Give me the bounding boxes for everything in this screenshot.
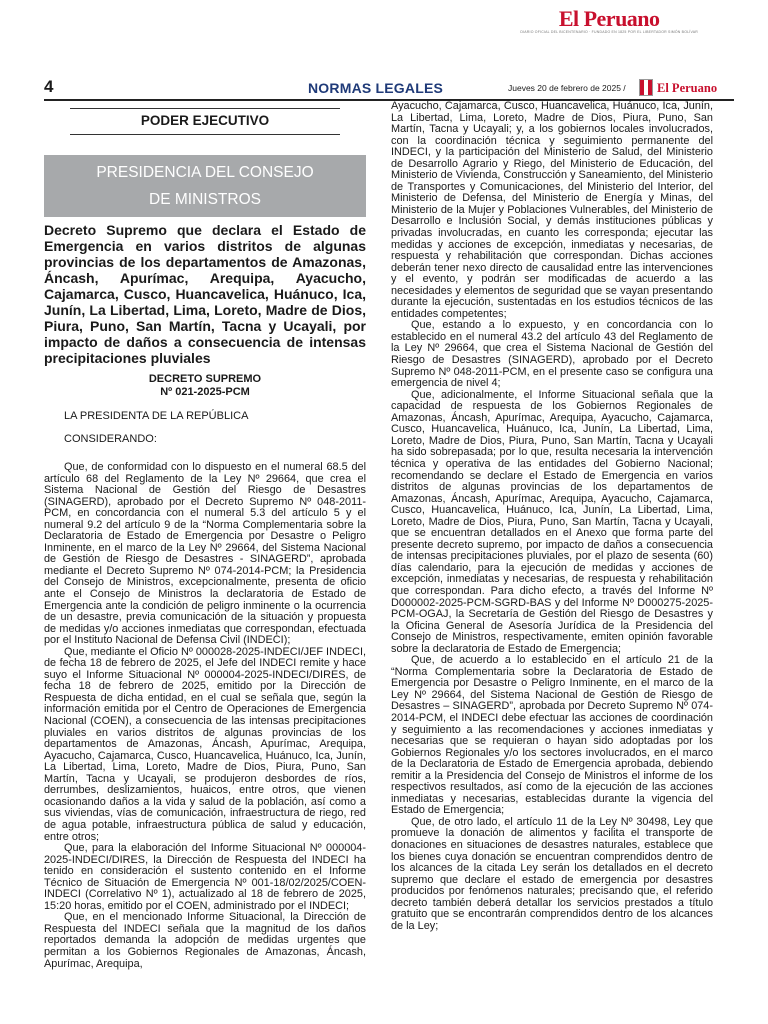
branch-heading: PODER EJECUTIVO	[70, 108, 340, 135]
header-brand: El Peruano	[657, 81, 718, 95]
decree-number: Nº 021-2025-PCM	[160, 386, 250, 398]
paragraph: Que, de conformidad con lo dispuesto en el numeral 68.5 del artículo 68 del Reglamento de la Ley Nº 29664, que crea el Sistema Nacional de Gestión del Riesgo de Desastres (SINAGERD), aprobado por el Decreto Supremo Nº 048-2011-PCM, en concordancia con el numeral 5.3 del artículo 5 y el numeral 9.2 del artículo 9 de la “Norma Complementaria sobre la Declaratoria de Estado de Emergencia por Desastre o Peligro Inminente, en el marco de la Ley Nº 29664, del Sistema Nacional de Gestión de Riesgo de Desastres - SINAGERD”, aprobada mediante el Decreto Supremo Nº 074-2014-PCM; la Presidencia del Consejo de Ministros, excepcionalmente, presenta de oficio ante el Consejo de Ministros la declaratoria de Estado de Emergencia ante la condición de peligro inminente o la ocurrencia de un desastre, previa comunicación de la situación y propuesta de medidas y/o acciones inmediatas que correspondan, efectuada por el Instituto Nacional de Defensa Civil (INDECI);	[44, 461, 366, 647]
logo-subtitle: DIARIO OFICIAL DEL BICENTENARIO · FUNDADO EN 1825 POR EL LIBERTADOR SIMÓN BOLÍVAR	[520, 30, 698, 34]
paragraph: Que, adicionalmente, el Informe Situacional señala que la capacidad de respuesta de los Gobiernos Regionales de Amazonas, Áncash, Apurímac, Arequipa, Ayacucho, Cajamarca, Cusco, Huancavelica, Huánuco, Ica, Junín, La Libertad, Lima, Loreto, Madre de Dios, Piura, Puno, San Martín, Tacna y Ucayali ha sido sobrepasada; por lo que, resulta necesaria la intervención técnica y operativa de las entidades del Gobierno Nacional; recomendando se declare el Estado de Emergencia en varios distritos de algunas provincias de los departamentos de Amazonas, Áncash, Apurímac, Arequipa, Ayacucho, Cajamarca, Cusco, Huancavelica, Huánuco, Ica, Junín, La Libertad, Lima, Loreto, Madre de Dios, Piura, Puno, San Martín, Tacna y Ucayali, que se encuentran detallados en el Anexo que forma parte del presente decreto supremo, por impacto de daños a consecuencia de intensas precipitaciones pluviales, por el plazo de sesenta (60) días calendario, para la ejecución de medidas y acciones de excepción, inmediatas y necesarias, de respuesta y rehabilitación que correspondan. Para dicho efecto, a través del Informe Nº D000002-2025-PCM-SGRD-BAS y del Informe Nº D000275-2025-PCM-OGAJ, la Secretaría de Gestión del Riesgo de Desastres y la Oficina General de Asesoría Jurídica de la Presidencia del Consejo de Ministros, respectivamente, emiten opinión favorable sobre la declaratoria de Estado de Emergencia;	[391, 388, 713, 655]
decree-title: Decreto Supremo que declara el Estado de Emergencia en varios distritos de algunas provincias de los departamentos de Amazonas, Áncash, Apurímac, Arequipa, Ayacucho, Cajamarca, Cusco, Huancavelica, Huánuco, Ica, Junín, La Libertad, Lima, Loreto, Madre de Dios, Piura, Puno, San Martín, Tacna y Ucayali, por impacto de daños a consecuencia de intensas precipitaciones pluviales	[44, 222, 366, 366]
organization-line-1: PRESIDENCIA DEL CONSEJO	[96, 164, 314, 181]
president-line: LA PRESIDENTA DE LA REPÚBLICA	[64, 410, 249, 422]
decree-label: DECRETO SUPREMO	[148, 373, 262, 385]
peru-flag-icon	[639, 79, 653, 96]
left-body	[44, 462, 366, 970]
paragraph: Que, para la elaboración del Informe Situacional Nº 000004-2025-INDECI/DIRES, la Dirección de Respuesta del INDECI ha tenido en consideración el sustento contenido en el Informe Técnico de Situación de Emergencia Nº 001-18/02/2025/COEN-INDECI (Correlativo Nº 1), actualizado al 18 de febrero de 2025, 15:20 horas, emitido por el COEN, administrado por el INDECI;	[44, 842, 366, 912]
logo-wordmark: El Peruano	[558, 6, 660, 31]
publication-date: Jueves 20 de febrero de 2025 /	[508, 83, 626, 93]
newspaper-logo	[520, 8, 698, 34]
page-number: 4	[44, 77, 54, 96]
paragraph: Que, en el mencionado Informe Situacional, la Dirección de Respuesta del INDECI señala que la magnitud de los daños reportados demanda la adopción de medidas urgentes que permitan a los Gobiernos Regionales de Amazonas, Áncash, Apurímac, Arequipa,	[44, 911, 366, 970]
left-column	[44, 108, 366, 1024]
section-title: NORMAS LEGALES	[308, 80, 444, 96]
paragraph: Que, estando a lo expuesto, y en concordancia con lo establecido en el numeral 43.2 del artículo 43 del Reglamento de la Ley Nº 29664, que crea el Sistema Nacional de Gestión del Riesgo de Desastres (SINAGERD), aprobado por el Decreto Supremo Nº 048-2011-PCM, en el presente caso se configura una emergencia de nivel 4;	[391, 319, 713, 390]
organization-line-2: DE MINISTROS	[149, 191, 261, 208]
organization-banner	[44, 155, 366, 217]
paragraph: Que, de otro lado, el artículo 11 de la Ley Nº 30498, Ley que promueve la donación de alimentos y facilita el transporte de donaciones en situaciones de desastres naturales, establece que los bienes cuya donación se encuentran comprendidos dentro de los alcances de la citada Ley serán los detallados en el decreto supremo que declare el estado de emergencia por desastres producidos por fenómenos naturales; precisando que, el referido decreto también deberá detallar los servicios prestados a título gratuito que se encontrarán comprendidos dentro de los alcances de la Ley;	[391, 815, 713, 932]
right-column	[391, 101, 713, 1024]
considering-heading: CONSIDERANDO:	[64, 433, 157, 445]
paragraph: Que, de acuerdo a lo establecido en el artículo 21 de la “Norma Complementaria sobre la Declaratoria de Estado de Emergencia por Desastre o Peligro Inminente, en el marco de la Ley Nº 29664, del Sistema Nacional de Gestión de Riesgo de Desastres – SINAGERD”, aprobada por Decreto Supremo Nº 074-2014-PCM, el INDECI debe efectuar las acciones de coordinación y seguimiento a las recomendaciones y acciones inmediatas y necesarias que se requieran o hayan sido adoptadas por los Gobiernos Regionales y/o los sectores involucrados, en el marco de la Declaratoria de Estado de Emergencia aprobada, debiendo remitir a la Presidencia del Consejo de Ministros el informe de los respectivos resultados, así como de la ejecución de las acciones inmediatas y necesarias, establecidas durante la vigencia del Estado de Emergencia;	[391, 654, 713, 817]
paragraph: Que, mediante el Oficio Nº 000028-2025-INDECI/JEF INDECI, de fecha 18 de febrero de 2025, el Jefe del INDECI remite y hace suyo el Informe Situacional Nº 000004-2025-INDECI/DIRES, de fecha 18 de febrero de 2025, emitido por la Dirección de Respuesta de dicha entidad, en el cual se señala que, según la información emitida por el Centro de Operaciones de Emergencia Nacional (COEN), a consecuencia de las intensas precipitaciones pluviales en varios distritos de algunas provincias de los departamentos de Amazonas, Áncash, Apurímac, Arequipa, Ayacucho, Cajamarca, Cusco, Huancavelica, Huánuco, Ica, Junín, La Libertad, Lima, Loreto, Madre de Dios, Piura, Puno, San Martín, Tacna y Ucayali, se produjeron desbordes de ríos, derrumbes, deslizamientos, huaicos, entre otros, que vienen ocasionando daños a la vida y salud de la población, así como a sus viviendas, vías de comunicación, infraestructura de riego, red de agua potable, infraestructura pública de salud y educación, entre otros;	[44, 645, 366, 843]
paragraph: Ayacucho, Cajamarca, Cusco, Huancavelica, Huánuco, Ica, Junín, La Libertad, Lima, Loreto, Madre de Dios, Piura, Puno, San Martín, Tacna y Ucayali; y, a los gobiernos locales involucrados, con la coordinación técnica y seguimiento permanente del INDECI, y la participación del Ministerio de Salud, del Ministerio de Desarrollo Agrario y Riego, del Ministerio de Educación, del Ministerio de Vivienda, Construcción y Saneamiento, del Ministerio de Transportes y Comunicaciones, del Ministerio del Interior, del Ministerio de Defensa, del Ministerio de Energía y Minas, del Ministerio de la Mujer y Poblaciones Vulnerables, del Ministerio de Desarrollo e Inclusión Social, y demás instituciones públicas y privadas involucradas, en cuanto les corresponda; ejecutar las medidas y acciones de excepción, inmediatas y necesarias, de respuesta y rehabilitación que correspondan. Dichas acciones deberán tener nexo directo de causalidad entre las intervenciones y el evento, y podrán ser modificadas de acuerdo a las necesidades y elementos de seguridad que se vayan presentando durante la ejecución, sustentadas en los estudios técnicos de las entidades competentes;	[391, 100, 713, 320]
